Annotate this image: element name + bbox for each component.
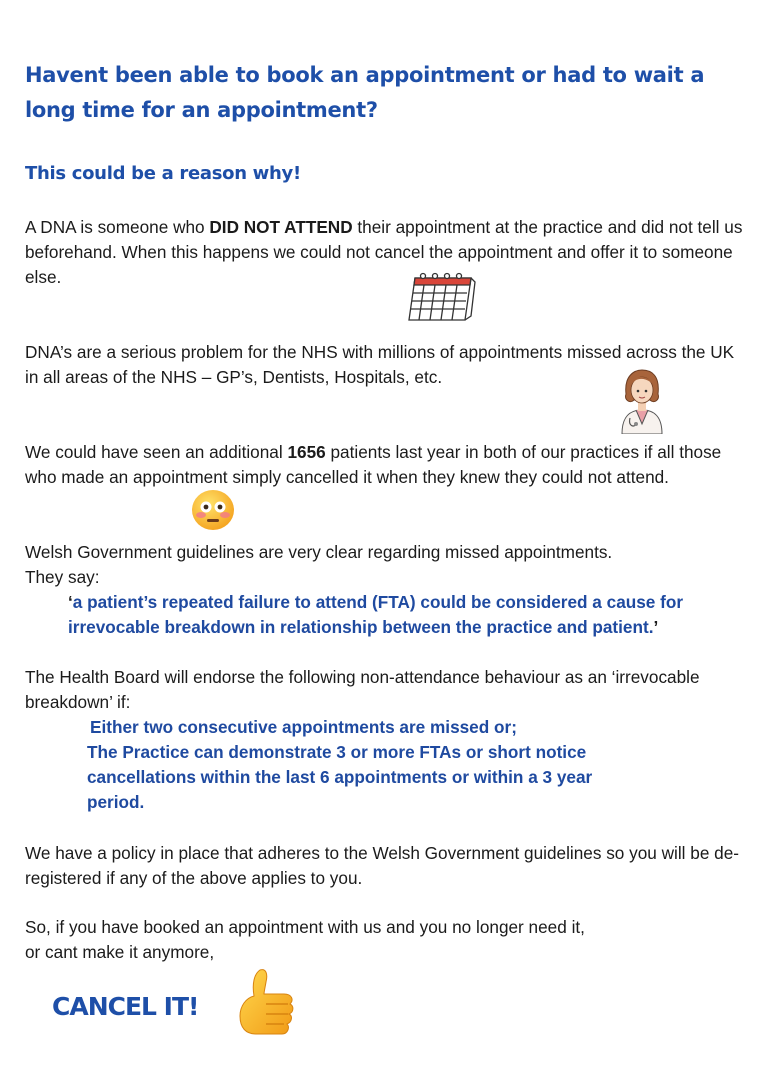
guidelines-quote: ‘a patient’s repeated failure to attend (FTA) could be considered a cause for irrevocable breakdown in relationship between the practice and patient.’ (68, 592, 684, 637)
doctor-illustration (614, 366, 670, 434)
closing-line1: So, if you have booked an appointment with us and you no longer need it, (25, 917, 585, 937)
flushed-face-emoji (190, 488, 236, 532)
cancel-it-callout: CANCEL IT! (52, 992, 199, 1021)
calendar-icon (405, 270, 477, 322)
rule-consecutive-missed: Either two consecutive appointments are missed or; (90, 717, 517, 737)
rule-fta-count: The Practice can demonstrate 3 or more FTAs or short notice cancellations within the last 6 appointments or within a 3 year period. (87, 742, 593, 812)
page-subtitle: This could be a reason why! (25, 163, 301, 184)
closing-line2: or cant make it anymore, (25, 942, 215, 962)
did-not-attend-emphasis: DID NOT ATTEND (209, 217, 353, 237)
additional-patients-text: We could have seen an additional 1656 patients last year in both of our practices if all those who made an appointment simply cancelled it when they knew they could not attend. (25, 442, 722, 487)
dna-definition: A DNA is someone who DID NOT ATTEND their appointment at the practice and did not tell us beforehand. When this happens we could not cancel the appointment and offer it to someone else. (25, 217, 743, 287)
page-title: Havent been able to book an appointment or had to wait a long time for an appointment? (25, 63, 705, 122)
thumbs-up-emoji (232, 966, 300, 1040)
policy-text: We have a policy in place that adheres to the Welsh Government guidelines so you will be de-registered if any of the above applies to you. (25, 843, 740, 888)
health-board-intro: The Health Board will endorse the following non-attendance behaviour as an ‘irrevocable breakdown’ if: (25, 667, 700, 712)
guidelines-intro-line1: Welsh Government guidelines are very clear regarding missed appointments. (25, 542, 613, 562)
additional-patients-count: 1656 (287, 442, 326, 462)
dna-problem-text: DNA’s are a serious problem for the NHS with millions of appointments missed across the UK in all areas of the NHS – GP’s, Dentists, Hospitals, etc. (25, 342, 735, 387)
guidelines-intro-line2: They say: (25, 567, 100, 587)
